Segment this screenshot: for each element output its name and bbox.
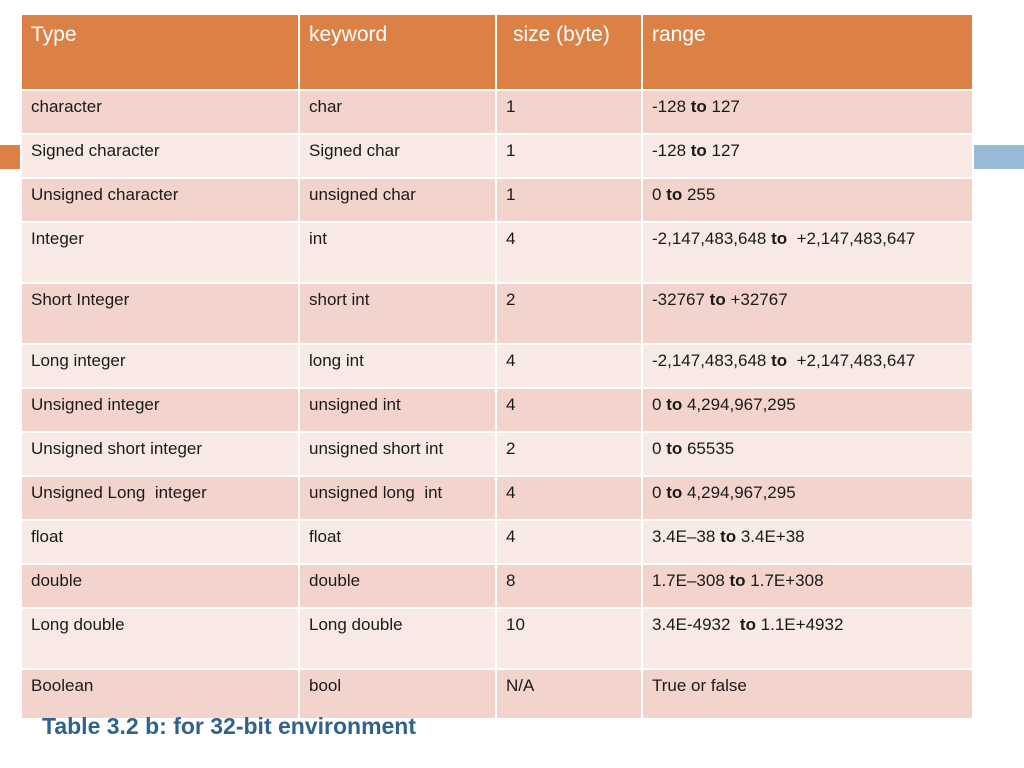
table-row [21, 388, 973, 432]
type-cell: Unsigned Long integer [21, 476, 299, 520]
range-cell [642, 520, 973, 564]
range-to: to [690, 97, 707, 116]
type-cell: Integer [21, 222, 299, 283]
header-range: range [642, 14, 973, 90]
type-cell: Long integer [21, 344, 299, 388]
range-upper: 4,294,967,295 [682, 483, 796, 502]
range-cell [642, 669, 973, 719]
range-upper: +2,147,483,647 [787, 351, 916, 370]
table-row [21, 178, 973, 222]
keyword-cell: unsigned long int [299, 476, 496, 520]
keyword-cell: char [299, 90, 496, 134]
type-cell: Unsigned short integer [21, 432, 299, 476]
type-cell: Signed character [21, 134, 299, 178]
size-cell: 4 [496, 222, 642, 283]
header-size: size (byte) [496, 14, 642, 90]
range-to: to [666, 395, 683, 414]
range-upper: +2,147,483,647 [787, 229, 916, 248]
range-upper: 65535 [682, 439, 735, 458]
range-cell [642, 388, 973, 432]
range-to: to [666, 483, 683, 502]
table-row [21, 564, 973, 608]
range-to: to [739, 615, 756, 634]
range-from: -32767 [652, 290, 710, 309]
range-to: to [666, 439, 683, 458]
range-upper: 127 [706, 141, 740, 160]
range-from: True or false [652, 676, 747, 695]
table-row [21, 608, 973, 669]
range-from: -128 [652, 141, 691, 160]
table-row [21, 134, 973, 178]
range-cell [642, 344, 973, 388]
table-row [21, 520, 973, 564]
table-row [21, 669, 973, 719]
table-row [21, 344, 973, 388]
size-cell: N/A [496, 669, 642, 719]
size-cell: 10 [496, 608, 642, 669]
size-cell: 4 [496, 344, 642, 388]
range-from: -128 [652, 97, 691, 116]
header-keyword: keyword [299, 14, 496, 90]
keyword-cell: Signed char [299, 134, 496, 178]
size-cell: 1 [496, 134, 642, 178]
range-upper: 4,294,967,295 [682, 395, 796, 414]
range-from: 0 [652, 483, 667, 502]
accent-bar-left [0, 145, 20, 169]
table-row [21, 222, 973, 283]
range-cell [642, 222, 973, 283]
table-row [21, 432, 973, 476]
table-row [21, 476, 973, 520]
range-upper: 3.4E+38 [736, 527, 805, 546]
keyword-cell: int [299, 222, 496, 283]
range-from: 0 [652, 439, 667, 458]
range-to: to [771, 351, 788, 370]
keyword-cell: short int [299, 283, 496, 344]
type-cell: Unsigned integer [21, 388, 299, 432]
header-row [21, 14, 973, 90]
range-cell [642, 90, 973, 134]
range-cell [642, 432, 973, 476]
keyword-cell: bool [299, 669, 496, 719]
range-cell [642, 476, 973, 520]
size-cell: 4 [496, 476, 642, 520]
keyword-cell: float [299, 520, 496, 564]
keyword-cell: unsigned int [299, 388, 496, 432]
range-to: to [720, 527, 737, 546]
range-to: to [709, 290, 726, 309]
size-cell: 1 [496, 90, 642, 134]
range-cell [642, 178, 973, 222]
range-from: 3.4E-4932 [652, 615, 740, 634]
range-to: to [690, 141, 707, 160]
range-to: to [729, 571, 746, 590]
size-cell: 8 [496, 564, 642, 608]
table-caption: Table 3.2 b: for 32-bit environment [42, 713, 417, 739]
table-row [21, 90, 973, 134]
range-upper: 1.7E+308 [745, 571, 824, 590]
range-cell [642, 564, 973, 608]
keyword-cell: unsigned char [299, 178, 496, 222]
size-cell: 4 [496, 388, 642, 432]
range-from: 3.4E–38 [652, 527, 721, 546]
accent-bar-right [972, 145, 1024, 169]
range-to: to [771, 229, 788, 248]
size-cell: 4 [496, 520, 642, 564]
range-from: 0 [652, 395, 667, 414]
range-from: 1.7E–308 [652, 571, 730, 590]
keyword-cell: unsigned short int [299, 432, 496, 476]
size-cell: 1 [496, 178, 642, 222]
range-upper: +32767 [725, 290, 788, 309]
data-types-table [20, 13, 974, 720]
type-cell: Unsigned character [21, 178, 299, 222]
range-from: -2,147,483,648 [652, 351, 772, 370]
range-upper: 255 [682, 185, 716, 204]
type-cell: Short Integer [21, 283, 299, 344]
range-cell [642, 608, 973, 669]
type-cell: character [21, 90, 299, 134]
keyword-cell: long int [299, 344, 496, 388]
range-cell [642, 134, 973, 178]
range-from: -2,147,483,648 [652, 229, 772, 248]
size-cell: 2 [496, 432, 642, 476]
range-to: to [666, 185, 683, 204]
size-cell: 2 [496, 283, 642, 344]
type-cell: double [21, 564, 299, 608]
range-from: 0 [652, 185, 667, 204]
table-row [21, 283, 973, 344]
header-type: Type [21, 14, 299, 90]
type-cell: Boolean [21, 669, 299, 719]
range-upper: 127 [706, 97, 740, 116]
range-cell [642, 283, 973, 344]
keyword-cell: double [299, 564, 496, 608]
type-cell: Long double [21, 608, 299, 669]
type-cell: float [21, 520, 299, 564]
range-upper: 1.1E+4932 [755, 615, 844, 634]
keyword-cell: Long double [299, 608, 496, 669]
